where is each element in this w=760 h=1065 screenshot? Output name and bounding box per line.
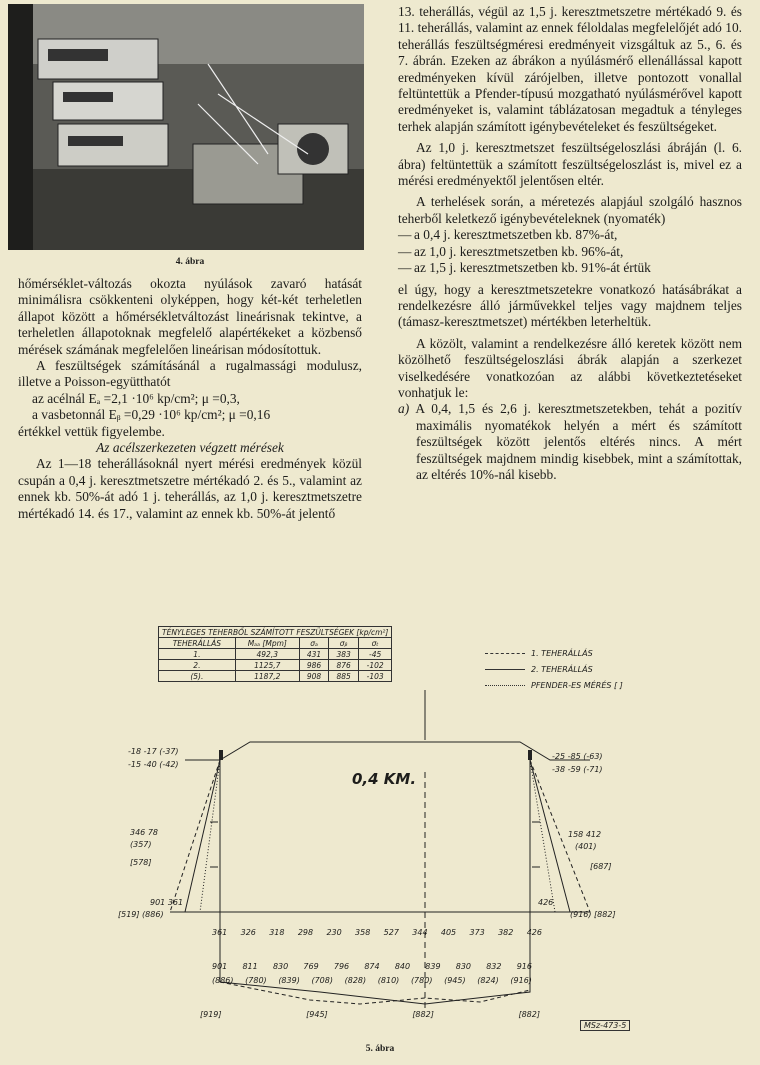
stress-label: (401) xyxy=(575,842,597,851)
stress-label: (916) [882] xyxy=(570,910,616,919)
legend-item: 2. TEHERÁLLÁS xyxy=(531,664,593,674)
flange-values-top: 361 326 318 298 230 358 527 344 405 373 382 426 xyxy=(212,928,542,937)
stress-label: [687] xyxy=(590,862,612,871)
formula-concrete: a vasbetonnál Eᵦ =0,29 ·10⁶ kp/cm²; μ =0,16 xyxy=(32,407,271,423)
right-column xyxy=(398,4,742,483)
laboratory-equipment-photo xyxy=(8,4,364,250)
conclusion-a: a) A 0,4, 1,5 és 2,6 j. keresztmetszetekben, tehát a pozitív maximális nyomatékok helyén a mért és számított feszültségek között jelentős eltérés nincs. A mért feszültségek majdnem mindig kisebbek, mint a számítottak, az eltérés 10%-nál kisebb. xyxy=(398,401,742,482)
paragraph: A feszültségek számításánál a rugalmassági modulusz, illetve a Poisson-együtthatót xyxy=(18,358,362,390)
figure-5-caption: 5. ábra xyxy=(365,1044,395,1054)
formula-steel: az acélnál Eₐ =2,1 ·10⁶ kp/cm²; μ =0,3, xyxy=(32,390,240,406)
stress-label: -15 -40 (-42) xyxy=(128,760,179,769)
list-item: — az 1,5 j. keresztmetszetben kb. 91%-át értük xyxy=(398,260,651,276)
pfender-values: (886) (780) (839) (708) (828) (810) (780) (945) (824) (916) xyxy=(212,976,532,985)
paragraph: 13. teherállás, végül az 1,5 j. keresztmetszetre mértékadó 9. és 11. teherállás, valamint az ennek féloldalas megfelelőjét adó 10. teherállás feszültségméresi eredményeit vizsgáltuk az 5., 6. és 7. ábrán. Ezeken az ábrákon a nyúlásmérő ellenállással kapott eredményeken kívül zárójelben, illetve pontozott vonallal feltüntettük a Pfender-típusú mozgatható nyúlásmérővel kapott eredményeket is, valamint táblázatosan megadtuk a tényleges terhek alapján számított igénybevételeket és feszültségeket. xyxy=(398,4,742,134)
stress-label: 901 361 xyxy=(150,898,184,907)
stress-label: [578] xyxy=(130,858,152,867)
paragraph: Az 1,0 j. keresztmetszet feszültségeloszlási ábráján (l. 6. ábra) feltüntettük a számított feszültségeloszlást is, mivel ez a mérési eredményektől jelentősen eltér. xyxy=(398,140,742,189)
legend-item: PFENDER-ES MÉRÉS [ ] xyxy=(531,680,623,690)
table-row: (5). 1187,2 908 885 -103 xyxy=(159,671,392,682)
list-item: — a 0,4 j. keresztmetszetben kb. 87%-át, xyxy=(398,227,618,243)
flange-values-bottom: 901 811 830 769 796 874 840 839 830 832 916 xyxy=(212,962,532,971)
table-row: 2. 1125,7 986 876 -102 xyxy=(159,660,392,671)
stress-label: 346 78 xyxy=(130,828,158,837)
paragraph: értékkel vettük figyelembe. xyxy=(18,423,165,439)
stress-label: 426 xyxy=(538,898,554,907)
section-label: 0,4 KM. xyxy=(352,770,417,788)
stress-label: [519] (886) xyxy=(118,910,164,919)
table-header: TEHERÁLLÁS xyxy=(159,638,236,649)
left-column xyxy=(18,276,362,522)
paragraph: hőmérséklet-változás okozta nyúlások zavaró hatását minimálisra csökkenteni olyképpen, hogy két-két terheletlen állapot között a hőmérsékletváltozást lineárisnak tekintve, a terheletlen állapotoknak megfelelő alapértékeket a közbenső mérések számának megfelelően lineárisan módosítottuk. xyxy=(18,276,362,357)
table-header: σₐ xyxy=(299,638,329,649)
figure-code: MSz-473-5 xyxy=(580,1020,630,1031)
stress-label: -38 -59 (-71) xyxy=(552,765,603,774)
paragraph: A terhelések során, a méretezés alapjául szolgáló hasznos teherből keletkező igénybevételeknek (nyomaték) xyxy=(398,194,742,226)
bracket-values: [919] [945] [882] [882] xyxy=(200,1010,540,1019)
paragraph: A közölt, valamint a rendelkezésre álló keretek között nem közölhető feszültségeloszlási ábrák alapján a szerkezet viselkedésére vonatkozóan az alábbi következtetéseket vonhatjuk le: xyxy=(398,335,742,400)
table-header: σᵦ xyxy=(329,638,359,649)
paragraph: el úgy, hogy a keresztmetszetekre vonatkozó hatásábrákat a rendelkezésre álló járművekkel teljes vagy majdnem teljes (támasz-keresztmetszet) mértékben leterheltük. xyxy=(398,281,742,330)
table-header: σₜ xyxy=(358,638,391,649)
figure-4-caption: 4. ábra xyxy=(175,257,205,267)
stress-label: (357) xyxy=(130,840,152,849)
section-heading: Az acélszerkezeten végzett mérések xyxy=(96,440,284,456)
table-title: TÉNYLEGES TEHERBŐL SZÁMÍTOTT FESZÜLTSÉGEK [kp/cm²] xyxy=(159,627,392,638)
table-row: 1. 492,3 431 383 -45 xyxy=(159,649,392,660)
list-item: — az 1,0 j. keresztmetszetben kb. 96%-át, xyxy=(398,243,624,259)
paragraph: Az 1—18 teherállásoknál nyert mérési eredmények közül csupán a 0,4 j. keresztmetszetre mértékadó 2. és 5., valamint az ennek kb. 50%-át adó 1 j. teherállás, az 1,0 j. keresztmetszetre mértékadó 14. és 17., valamint az ennek kb. 50%-át jelentő xyxy=(18,456,362,521)
legend-item: 1. TEHERÁLLÁS xyxy=(531,648,593,658)
stress-label: -18 -17 (-37) xyxy=(128,747,179,756)
stress-label: -25 -85 (-63) xyxy=(552,752,603,761)
stress-label: 158 412 xyxy=(568,830,602,839)
table-header: Mₐₐ [Mpm] xyxy=(235,638,299,649)
